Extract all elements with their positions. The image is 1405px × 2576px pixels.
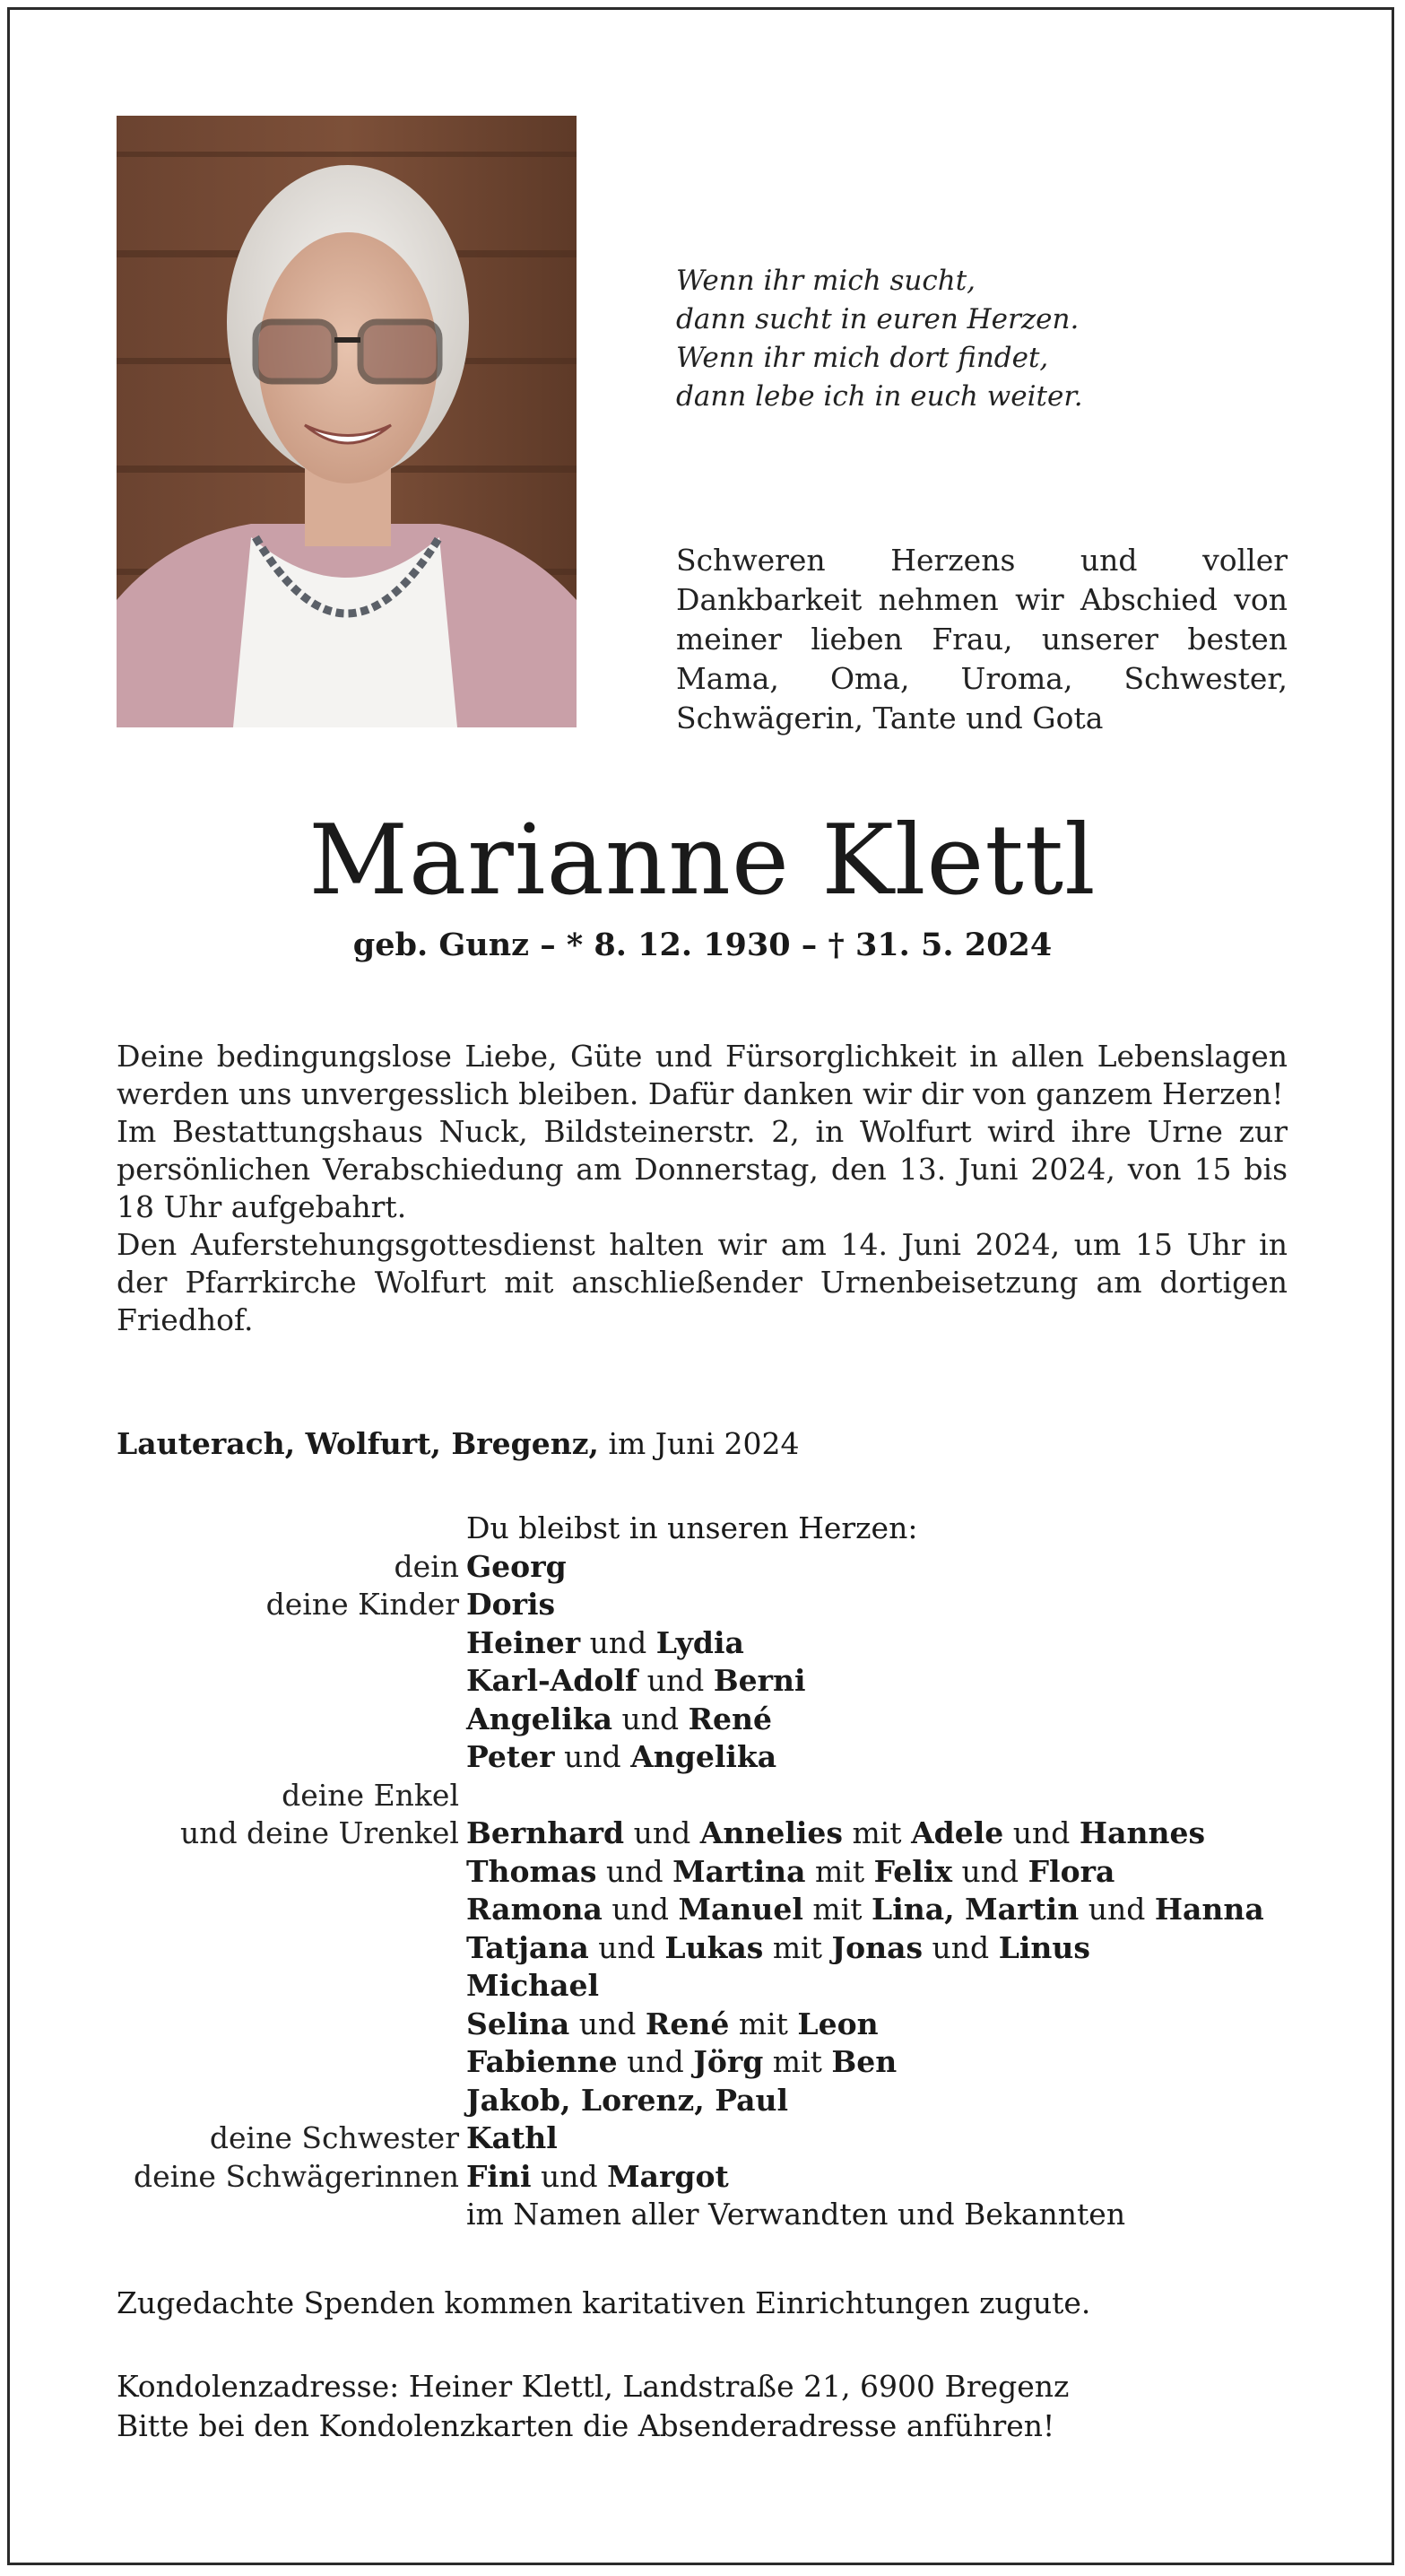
family-member-name: Lydia bbox=[655, 1624, 744, 1660]
family-member-name: Angelika bbox=[630, 1739, 777, 1774]
connector-text: und bbox=[952, 1853, 1028, 1889]
body-paragraph: Den Auferstehungsgottesdienst halten wir am 14. Juni 2024, um 15 Uhr in der Pfarrkirche Wolfurt mit anschließender Urnenbeisetzung am dortigen Friedhof. bbox=[117, 1227, 1288, 1337]
connector-text: und bbox=[554, 1739, 631, 1774]
connector-text: mit bbox=[763, 2044, 832, 2079]
family-member-name: Heiner bbox=[466, 1624, 581, 1660]
family-member-name: Ben bbox=[831, 2044, 898, 2079]
family-member-name: Angelika bbox=[466, 1701, 612, 1736]
connector-text: mit bbox=[763, 1929, 832, 1965]
family-names bbox=[466, 1967, 1327, 2006]
family-relation-label bbox=[72, 1853, 466, 1892]
family-names bbox=[466, 1777, 1327, 1815]
family-relation-label: dein bbox=[394, 1548, 459, 1584]
family-names bbox=[466, 2006, 1327, 2044]
family-relation-label: deine Schwester bbox=[209, 2120, 459, 2155]
family-member-name: Manuel bbox=[678, 1892, 803, 1927]
quote-line: Wenn ihr mich sucht, bbox=[676, 265, 976, 297]
family-relation-label: deine Enkel bbox=[282, 1777, 459, 1813]
family-member-name: Jörg bbox=[693, 2044, 764, 2079]
family-member-name: Annelies bbox=[699, 1815, 843, 1850]
family-list bbox=[72, 1510, 1327, 2234]
family-row bbox=[72, 2196, 1327, 2234]
family-row bbox=[72, 1967, 1327, 2006]
family-names bbox=[466, 2158, 1327, 2197]
family-names bbox=[466, 1738, 1327, 1777]
family-member-name: Karl-Adolf bbox=[466, 1663, 638, 1698]
family-names bbox=[466, 1548, 1327, 1587]
family-relation-label bbox=[72, 1738, 466, 1777]
family-member-name: Fabienne bbox=[466, 2044, 618, 2079]
connector-text: im Namen aller Verwandten und Bekannten bbox=[466, 2197, 1126, 2232]
connector-text: und bbox=[596, 1853, 673, 1889]
family-member-name: Georg bbox=[466, 1548, 567, 1584]
family-names bbox=[466, 1891, 1327, 1929]
family-member-name: Lukas bbox=[664, 1929, 764, 1965]
connector-text: mit bbox=[805, 1853, 874, 1889]
family-member-name: Hannes bbox=[1079, 1815, 1206, 1850]
family-relation-label bbox=[72, 1929, 466, 1968]
family-member-name: Leon bbox=[797, 2006, 879, 2041]
family-names bbox=[466, 1815, 1327, 1853]
family-relation-label bbox=[72, 2006, 466, 2044]
family-member-name: Tatjana bbox=[466, 1929, 589, 1965]
family-relation-label bbox=[72, 1701, 466, 1739]
memorial-quote bbox=[676, 262, 1304, 416]
connector-text: und bbox=[1079, 1892, 1155, 1927]
family-member-name: Berni bbox=[713, 1663, 806, 1698]
deceased-name: Marianne Klettl bbox=[308, 805, 1097, 917]
family-member-name: Ramona bbox=[466, 1892, 603, 1927]
family-member-name: Jakob, Lorenz, Paul bbox=[466, 2082, 789, 2118]
family-names bbox=[466, 2119, 1327, 2158]
connector-text: und bbox=[612, 1701, 689, 1736]
family-relation-label bbox=[72, 2082, 466, 2120]
family-row bbox=[72, 1586, 1327, 1624]
connector-text: und bbox=[588, 1929, 665, 1965]
family-relation-label bbox=[72, 1891, 466, 1929]
family-names bbox=[466, 1701, 1327, 1739]
family-row bbox=[72, 1891, 1327, 1929]
family-relation-label: deine Kinder bbox=[265, 1587, 459, 1622]
family-heading: Du bleibst in unseren Herzen: bbox=[466, 1510, 918, 1545]
family-row bbox=[72, 1662, 1327, 1701]
donations-note: Zugedachte Spenden kommen karitativen Einrichtungen zugute. bbox=[117, 2285, 1091, 2320]
family-row bbox=[72, 2119, 1327, 2158]
body-paragraph: Deine bedingungslose Liebe, Güte und Fürsorglichkeit in allen Lebenslagen werden uns unvergesslich bleiben. Dafür danken wir dir von ganzem Herzen! bbox=[117, 1039, 1288, 1111]
family-names bbox=[466, 1624, 1327, 1663]
condolence-address: Kondolenzadresse: Heiner Klettl, Landstraße 21, 6900 Bregenz bbox=[117, 2369, 1070, 2404]
family-member-name: Lina, Martin bbox=[872, 1892, 1080, 1927]
connector-text: mit bbox=[802, 1892, 872, 1927]
connector-text: und bbox=[580, 1624, 656, 1660]
family-member-name: Selina bbox=[466, 2006, 570, 2041]
family-names bbox=[466, 2043, 1327, 2082]
family-row bbox=[72, 1815, 1327, 1853]
family-member-name: Adele bbox=[911, 1815, 1004, 1850]
family-member-name: Kathl bbox=[466, 2120, 558, 2155]
quote-line: Wenn ihr mich dort findet, bbox=[676, 342, 1049, 374]
family-row bbox=[72, 2158, 1327, 2197]
family-row bbox=[72, 1853, 1327, 1892]
connector-text: und bbox=[637, 1663, 714, 1698]
body-paragraph: Im Bestattungshaus Nuck, Bildsteinerstr. 2, in Wolfurt wird ihre Urne zur persönlichen Verabschiedung am Donnerstag, den 13. Juni 2024, von 15 bis 18 Uhr aufgebahrt. bbox=[117, 1114, 1288, 1224]
family-member-name: Michael bbox=[466, 1968, 600, 2003]
family-member-name: Felix bbox=[873, 1853, 952, 1889]
family-row bbox=[72, 2082, 1327, 2120]
family-member-name: Martina bbox=[672, 1853, 806, 1889]
family-member-name: Jonas bbox=[831, 1929, 924, 1965]
family-names bbox=[466, 2196, 1327, 2234]
family-names bbox=[466, 1586, 1327, 1624]
portrait-photo bbox=[117, 116, 577, 727]
connector-text: und bbox=[923, 1929, 999, 1965]
family-member-name: René bbox=[645, 2006, 730, 2041]
family-relation-label bbox=[72, 2043, 466, 2082]
connector-text: mit bbox=[842, 1815, 912, 1850]
connector-text: mit bbox=[729, 2006, 798, 2041]
family-relation-label bbox=[72, 1624, 466, 1663]
connector-text: und bbox=[624, 1815, 700, 1850]
family-member-name: Thomas bbox=[466, 1853, 597, 1889]
family-relation-label: deine Schwägerinnen bbox=[133, 2158, 459, 2194]
place-date-line bbox=[117, 1424, 1288, 1464]
family-names bbox=[466, 1853, 1327, 1892]
family-member-name: Bernhard bbox=[466, 1815, 625, 1850]
family-relation-label bbox=[72, 2196, 466, 2234]
family-names bbox=[466, 2082, 1327, 2120]
family-member-name: Hanna bbox=[1154, 1892, 1264, 1927]
connector-text: und bbox=[617, 2044, 694, 2079]
family-row bbox=[72, 1548, 1327, 1587]
life-dates: geb. Gunz – * 8. 12. 1930 – † 31. 5. 2024 bbox=[352, 927, 1053, 963]
quote-line: dann sucht in euren Herzen. bbox=[676, 303, 1080, 335]
family-member-name: Linus bbox=[998, 1929, 1090, 1965]
family-relation-label bbox=[72, 1662, 466, 1701]
connector-text: und bbox=[569, 2006, 646, 2041]
family-names bbox=[466, 1929, 1327, 1968]
intro-text: Schweren Herzens und voller Dankbarkeit nehmen wir Abschied von meiner lieben Frau, unserer besten Mama, Oma, Uroma, Schwester, Schwägerin, Tante und Gota bbox=[676, 543, 1288, 735]
family-row bbox=[72, 1624, 1327, 1663]
family-member-name: Fini bbox=[466, 2158, 532, 2194]
family-member-name: Doris bbox=[466, 1587, 556, 1622]
place-towns: Lauterach, Wolfurt, Bregenz, bbox=[117, 1426, 599, 1461]
condolence-note: Bitte bei den Kondolenzkarten die Absenderadresse anführen! bbox=[117, 2408, 1055, 2443]
family-relation-label: und deine Urenkel bbox=[179, 1815, 459, 1850]
family-names bbox=[466, 1662, 1327, 1701]
connector-text: und bbox=[602, 1892, 679, 1927]
family-row bbox=[72, 2043, 1327, 2082]
family-row bbox=[72, 1929, 1327, 1968]
place-month: im Juni 2024 bbox=[608, 1426, 800, 1461]
family-member-name: René bbox=[688, 1701, 773, 1736]
obituary-body bbox=[117, 1038, 1288, 1339]
family-member-name: Margot bbox=[607, 2158, 729, 2194]
family-member-name: Flora bbox=[1028, 1853, 1115, 1889]
condolence-block bbox=[117, 2367, 1288, 2446]
family-row bbox=[72, 1701, 1327, 1739]
family-member-name: Peter bbox=[466, 1739, 555, 1774]
family-relation-label bbox=[72, 1967, 466, 2006]
connector-text: und bbox=[1003, 1815, 1080, 1850]
family-row bbox=[72, 2006, 1327, 2044]
quote-line: dann lebe ich in euch weiter. bbox=[676, 380, 1083, 413]
family-row bbox=[72, 1738, 1327, 1777]
connector-text: und bbox=[531, 2158, 608, 2194]
family-row bbox=[72, 1777, 1327, 1815]
